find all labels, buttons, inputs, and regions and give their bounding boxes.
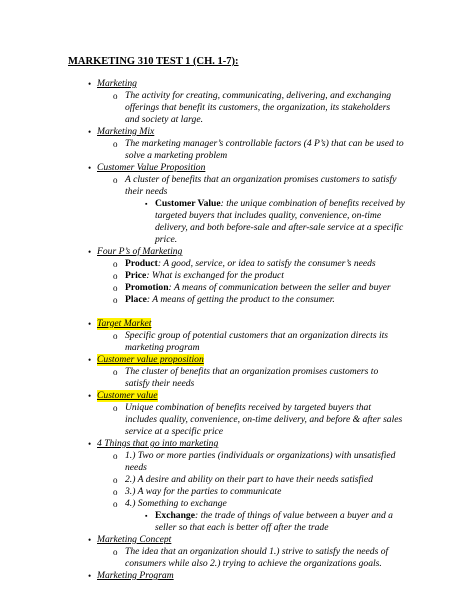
bullet-level1: • [88,79,92,89]
bullet-level1: • [88,163,92,173]
definition-line: The activity for creating, communicating, delivering, and exchanging [125,90,392,101]
bullet-level2: o [113,271,118,281]
definition-line: 2.) A desire and ability on their part to have their needs satisfied [125,474,373,485]
term-customer-value-2: Customer value [97,390,158,401]
definition-line: The cluster of benefits that an organization promises customers to [125,366,379,377]
bullet-level2: o [113,175,118,185]
definition-line: Promotion: A means of communication between the seller and buyer [125,282,391,293]
bullet-level1: • [88,439,92,449]
definition-line: seller so that each is better off after the trade [155,522,329,533]
term-customer-value-proposition-2: Customer value proposition [97,354,204,365]
term-four-ps: Four P’s of Marketing [97,246,183,257]
bullet-level1: • [88,571,92,581]
definition-line: Price: What is exchanged for the product [125,270,284,281]
bullet-level1: • [88,355,92,365]
term-exchange: Exchange [155,510,195,521]
definition-line: consumers while also 2.) trying to achieve the organizations goals. [125,558,382,569]
definition-line: The marketing manager’s controllable factors (4 P’s) that can be used to [125,138,404,149]
bullet-level2: o [113,367,118,377]
definition-line: solve a marketing problem [125,150,228,161]
definition-line: Product: A good, service, or idea to satisfy the consumer’s needs [125,258,376,269]
definition-line: satisfy their needs [125,378,195,389]
bullet-level3: ▪ [145,200,148,208]
term-target-market: Target Market [97,318,152,329]
definition-line: marketing program [125,342,200,353]
definition-line: offerings that benefit its customers, the organization, its stakeholders [125,102,391,113]
bullet-level2: o [113,547,118,557]
term-place: Place [125,294,147,305]
definition-line: and society at large. [125,114,203,125]
definition-line: Exchange: the trade of things of value between a buyer and a [155,510,393,521]
term-product: Product [125,258,158,269]
definition-line: A cluster of benefits that an organization promises customers to satisfy [125,174,397,185]
definition-line: price. [155,234,178,245]
term-four-things: 4 Things that go into marketing [97,438,219,449]
definition-line: Specific group of potential customers that an organization directs its [125,330,389,341]
term-customer-value: Customer Value [155,198,221,209]
bullet-level2: o [113,403,118,413]
definition-line: Unique combination of benefits received by targeted buyers that [125,402,371,413]
definition-line: Place: A means of getting the product to the consumer. [125,294,335,305]
bullet-level1: • [88,319,92,329]
bullet-level2: o [113,295,118,305]
bullet-level2: o [113,91,118,101]
definition-line: The idea that an organization should 1.) strive to satisfy the needs of [125,546,389,557]
definition-line: needs [125,462,147,473]
bullet-level1: • [88,127,92,137]
bullet-level1: • [88,391,92,401]
definition-line: 4.) Something to exchange [125,498,227,509]
bullet-level2: o [113,283,118,293]
bullet-level1: • [88,535,92,545]
definition-line: Customer Value: the unique combination of benefits received by [155,198,405,209]
bullet-level2: o [113,451,118,461]
definition-line: 1.) Two or more parties (individuals or organizations) with unsatisfied [125,450,396,461]
definition-line: service at a specific price [125,426,224,437]
definition-line: includes quality, convenience, on-time delivery, and before & after sales [125,414,403,425]
bullet-level2: o [113,475,118,485]
bullet-level2: o [113,499,118,509]
definition-line: targeted buyers that includes quality, convenience, on-time [155,210,382,221]
term-marketing: Marketing [97,78,137,89]
definition-line: their needs [125,186,168,197]
term-marketing-concept: Marketing Concept [97,534,172,545]
bullet-level2: o [113,259,118,269]
term-customer-value-proposition: Customer Value Proposition [97,162,206,173]
term-marketing-mix: Marketing Mix [97,126,155,137]
bullet-level2: o [113,331,118,341]
bullet-level1: • [88,247,92,257]
page-title: MARKETING 310 TEST 1 (CH. 1-7): [68,56,239,67]
term-marketing-program: Marketing Program [97,570,174,581]
definition-line: delivery, and both before-sale and after-sale service at a specific [155,222,404,233]
definition-line: 3.) A way for the parties to communicate [125,486,282,497]
bullet-level2: o [113,487,118,497]
term-price: Price [125,270,147,281]
term-promotion: Promotion [125,282,169,293]
bullet-level3: ▪ [145,512,148,520]
bullet-level2: o [113,139,118,149]
